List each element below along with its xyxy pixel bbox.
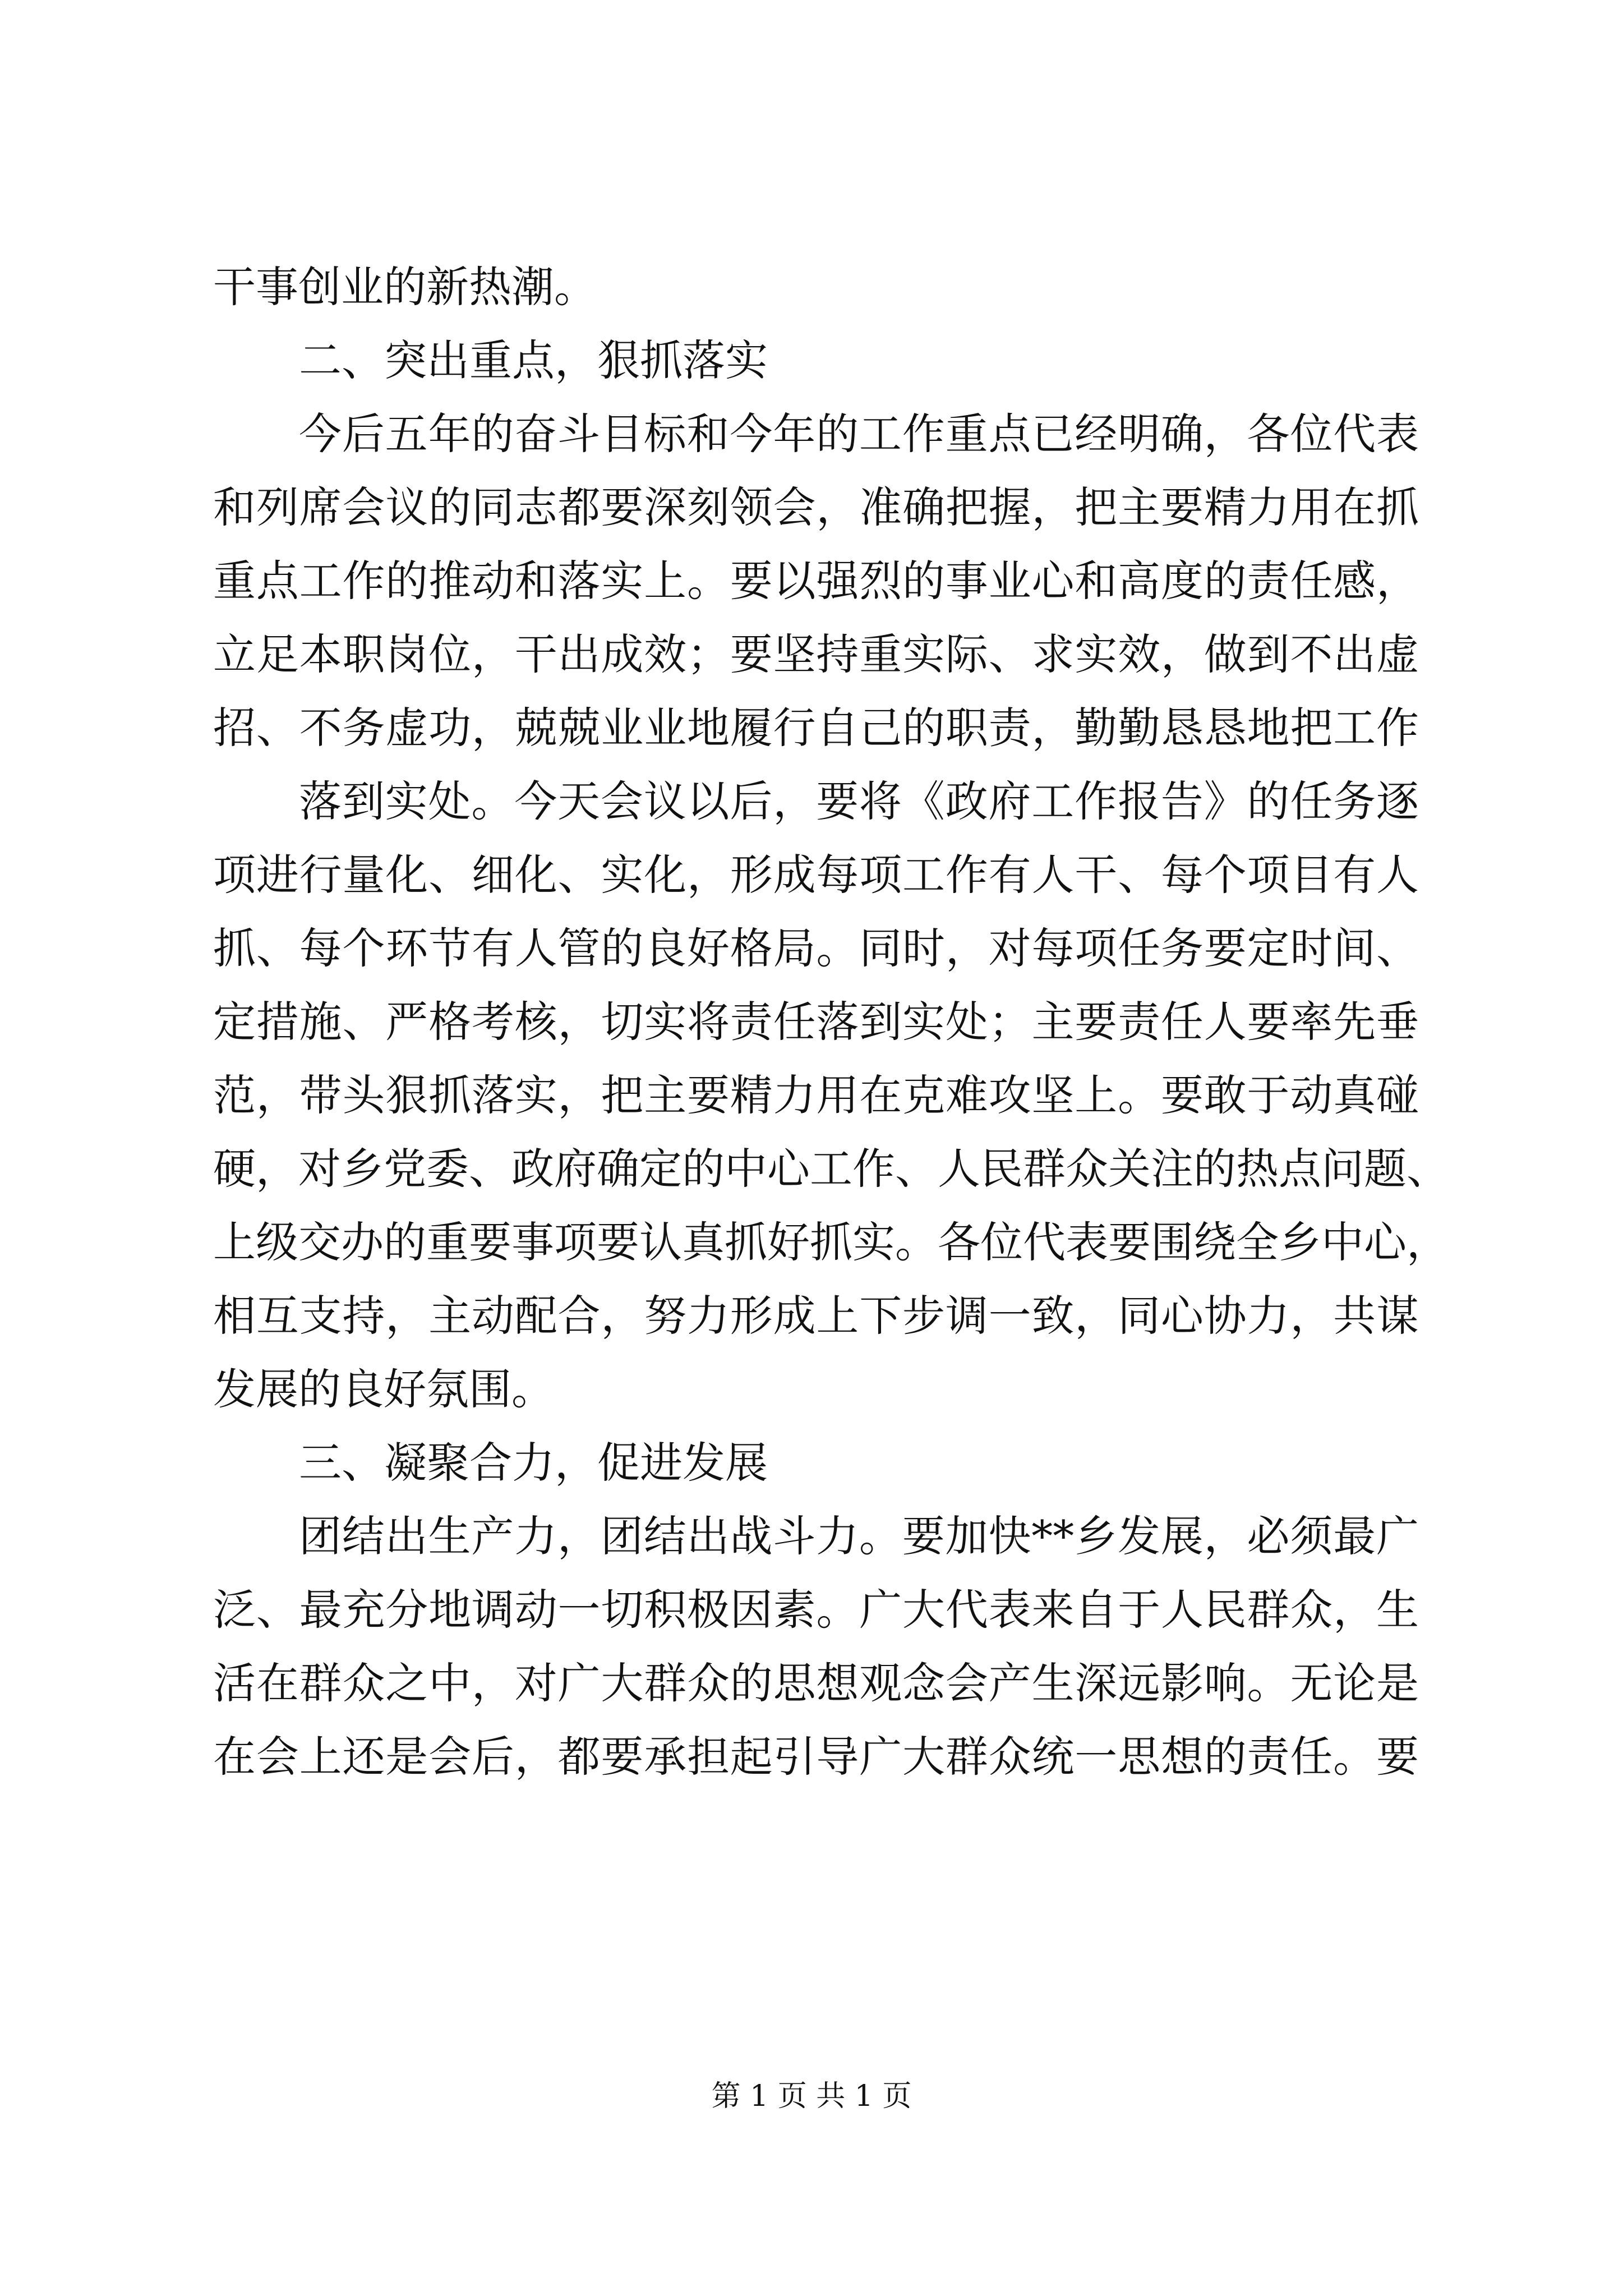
text-line: 立足本职岗位，干出成效；要坚持重实际、求实效，做到不出虚	[213, 629, 1419, 679]
text-line: 硬，对乡党委、政府确定的中心工作、人民群众关注的热点问题、	[213, 1144, 1449, 1194]
text-line: 上级交办的重要事项要认真抓好抓实。各位代表要围绕全乡中心，	[213, 1217, 1449, 1267]
text-line: 干事创业的新热潮。	[213, 262, 597, 312]
text-line: 相互支持，主动配合，努力形成上下步调一致，同心协力，共谋	[213, 1291, 1419, 1341]
text-line: 团结出生产力，团结出战斗力。要加快**乡发展，必须最广	[299, 1511, 1419, 1561]
text-line: 泛、最充分地调动一切积极因素。广大代表来自于人民群众，生	[213, 1585, 1419, 1635]
text-line: 抓、每个环节有人管的良好格局。同时，对每项任务要定时间、	[213, 923, 1419, 973]
section-heading: 二、突出重点，狠抓落实	[299, 335, 768, 385]
text-line: 在会上还是会后，都要承担起引导广大群众统一思想的责任。要	[213, 1732, 1419, 1782]
text-line: 活在群众之中，对广大群众的思想观念会产生深远影响。无论是	[213, 1658, 1419, 1708]
text-line: 招、不务虚功，兢兢业业地履行自己的职责，勤勤恳恳地把工作	[213, 703, 1419, 753]
text-line: 范，带头狠抓落实，把主要精力用在克难攻坚上。要敢于动真碰	[213, 1070, 1419, 1120]
text-line: 发展的良好氛围。	[213, 1364, 554, 1414]
section-heading: 三、凝聚合力，促进发展	[299, 1438, 768, 1488]
text-line: 重点工作的推动和落实上。要以强烈的事业心和高度的责任感，	[213, 556, 1419, 606]
page-footer: 第 1 页 共 1 页	[711, 2079, 912, 2113]
text-line: 项进行量化、细化、实化，形成每项工作有人干、每个项目有人	[213, 850, 1419, 900]
text-line: 落到实处。今天会议以后，要将《政府工作报告》的任务逐	[299, 776, 1419, 826]
text-line: 今后五年的奋斗目标和今年的工作重点已经明确，各位代表	[299, 409, 1419, 459]
text-line: 定措施、严格考核，切实将责任落到实处；主要责任人要率先垂	[213, 997, 1419, 1047]
text-line: 和列席会议的同志都要深刻领会，准确把握，把主要精力用在抓	[213, 482, 1419, 532]
